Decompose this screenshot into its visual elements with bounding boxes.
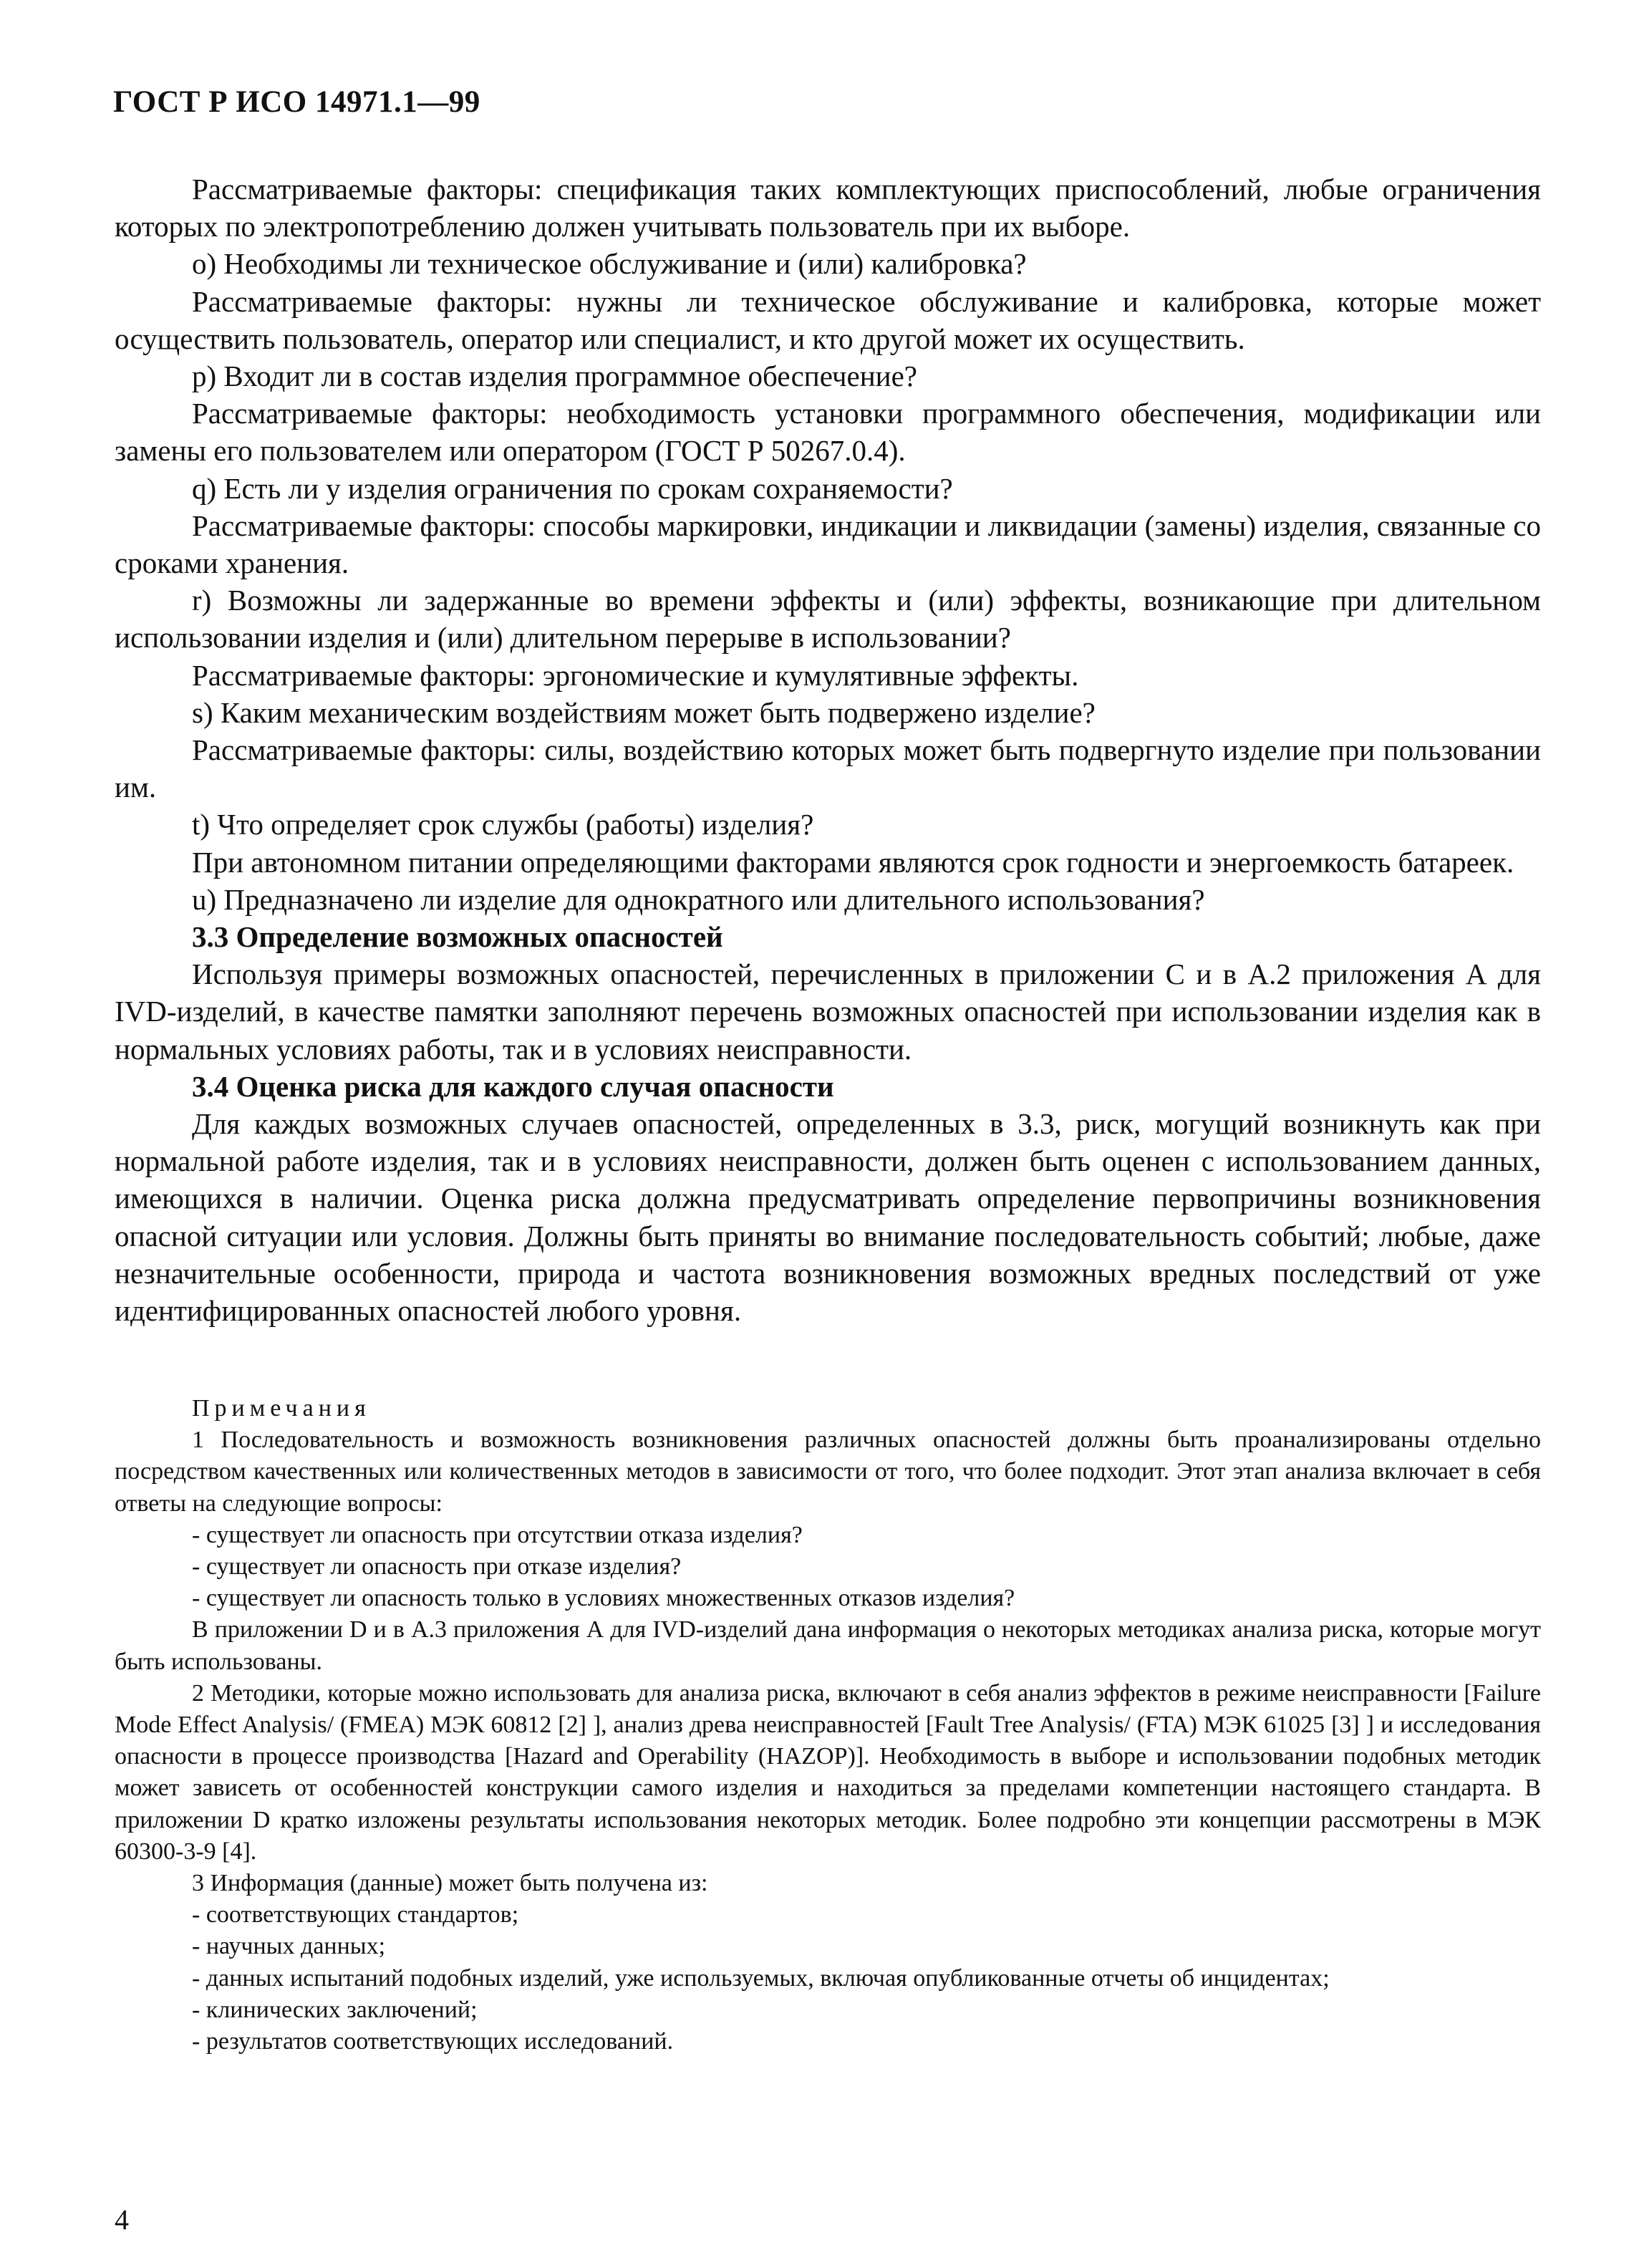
paragraph: о) Необходимы ли техническое обслуживание и (или) калибровка?: [192, 247, 1027, 281]
paragraph: Рассматриваемые факторы: способы маркировки, индикации и ликвидации (замены) изделия, связанные со сроками хранения.: [115, 508, 1541, 580]
note-line: - существует ли опасность при отказе изделия?: [192, 1553, 682, 1581]
section-text-3-3: Используя примеры возможных опасностей, перечисленных в приложении С и в А.2 приложения А для IVD-изделий, в качестве памятки заполняют перечень возможных опасностей при использовании изделия как в нормальных условиях работы, так и в условиях неисправности.: [115, 957, 1541, 1066]
document-header: ГОСТ Р ИСО 14971.1—99: [113, 85, 480, 119]
paragraph: При автономном питании определяющими факторами являются срок годности и энергоемкость батареек.: [192, 845, 1514, 879]
paragraph: q) Есть ли у изделия ограничения по срокам сохраняемости?: [192, 471, 953, 505]
section-heading-3-4: 3.4 Оценка риска для каждого случая опасности: [192, 1069, 834, 1103]
paragraph: Рассматриваемые факторы: силы, воздействию которых может быть подвергнуто изделие при пользовании им.: [115, 733, 1541, 804]
section-text-3-4: Для каждых возможных случаев опасностей, определенных в 3.3, риск, могущий возникнуть как при нормальной работе изделия, так и в условиях неисправности, должен быть оценен с использованием данных, имеющихся в наличии. Оценка риска должна предусматривать определение первопричины возникновения опасной ситуации или условия. Должны быть приняты во внимание последовательность событий; любые, даже незначительные особенности, природа и частота возникновения возможных вредных последствий от уже идентифицированных опасностей любого уровня.: [115, 1107, 1541, 1328]
paragraph: r) Возможны ли задержанные во времени эффекты и (или) эффекты, возникающие при длительном использовании изделия и (или) длительном перерыве в использовании?: [115, 584, 1541, 655]
note-line: 3 Информация (данные) может быть получена из:: [192, 1870, 708, 1897]
note-line: - клинических заключений;: [192, 1996, 478, 2023]
paragraph: Рассматриваемые факторы: нужны ли техническое обслуживание и калибровка, которые может осуществить пользователь, оператор или специалист, и кто другой может их осуществить.: [115, 284, 1541, 355]
paragraph: Рассматриваемые факторы: эргономические и кумулятивные эффекты.: [192, 658, 1079, 692]
note-line: - существует ли опасность только в условиях множественных отказов изделия?: [192, 1585, 1015, 1612]
note-line: - результатов соответствующих исследований.: [192, 2028, 674, 2055]
paragraph: t) Что определяет срок службы (работы) изделия?: [192, 808, 814, 841]
note-line: - существует ли опасность при отсутствии отказа изделия?: [192, 1521, 803, 1548]
note-line: В приложении D и в А.3 приложения А для IVD-изделий дана информация о некоторых методиках анализа риска, которые могут быть использованы.: [115, 1616, 1541, 1675]
page-number: 4: [115, 2204, 129, 2236]
notes-block: [115, 1393, 1541, 2057]
paragraph: s) Каким механическим воздействиям может быть подвержено изделие?: [192, 695, 1096, 729]
note-line: - соответствующих стандартов;: [192, 1901, 519, 1929]
note-line: - данных испытаний подобных изделий, уже используемых, включая опубликованные отчеты об инцидентах;: [192, 1964, 1330, 1992]
section-heading-3-3: 3.3 Определение возможных опасностей: [192, 920, 723, 954]
note-line: 1 Последовательность и возможность возникновения различных опасностей должны быть проанализированы отдельно посредством качественных или количественных методов в зависимости от того, что более подходит. Этот этап анализа включает в себя ответы на следующие вопросы:: [115, 1427, 1541, 1517]
note-line: - научных данных;: [192, 1933, 386, 1960]
paragraph: u) Предназначено ли изделие для однократного или длительного использования?: [192, 882, 1205, 916]
notes-title: Примечания: [192, 1395, 371, 1422]
main-text: [115, 170, 1541, 1329]
paragraph: Рассматриваемые факторы: необходимость установки программного обеспечения, модификации или замены его пользователем или оператором (ГОСТ Р 50267.0.4).: [115, 397, 1541, 468]
paragraph: р) Входит ли в состав изделия программное обеспечение?: [192, 359, 917, 393]
note-line: 2 Методики, которые можно использовать для анализа риска, включают в себя анализ эффектов в режиме неисправности [Failure Mode Effect Analysis/ (FMEA) МЭК 60812 [2] ], анализ древа неисправностей [Fault Tree Analysis/ (FTA) МЭК 61025 [3] ] и исследования опасности в процессе производства [Hazard and Operability (HAZOP)]. Необходимость в выборе и использовании подобных методик может зависеть от особенностей конструкции самого изделия и находиться за пределами компетенции настоящего стандарта. В приложении D кратко изложены результаты использования некоторых методик. Более подробно эти концепции рассмотрены в МЭК 60300-3-9 [4].: [115, 1679, 1541, 1865]
paragraph: Рассматриваемые факторы: спецификация таких комплектующих приспособлений, любые ограничения которых по электропотреблению должен учитывать пользователь при их выборе.: [115, 173, 1541, 243]
